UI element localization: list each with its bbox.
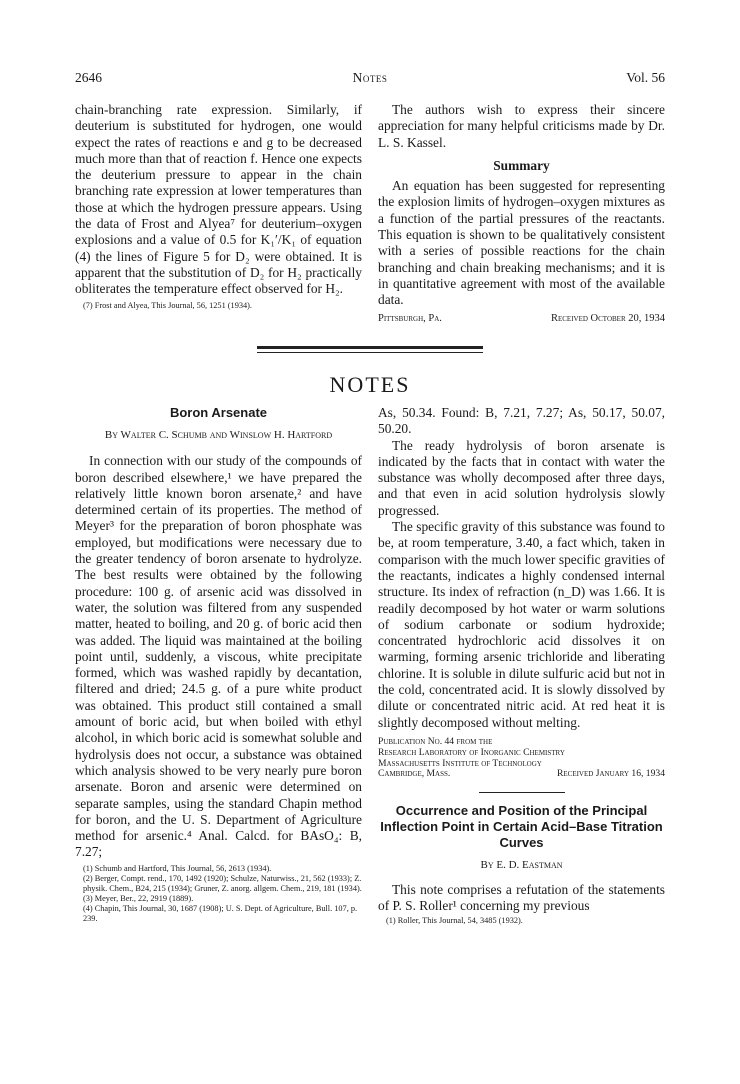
pub-place-row bbox=[378, 769, 665, 780]
summary-heading: Summary bbox=[493, 157, 550, 173]
eastman-byline: By E. D. Eastman bbox=[480, 859, 563, 872]
boron-right-column bbox=[378, 405, 665, 926]
boron-para3: The specific gravity of this substance was found to be, at room temperature, 3.40, a fact which, taken in comparison with the much lower specific gravities of the reactants, indicates a highly condensed internal structure. Its index of refraction (n_D) was 1.66. It is readily decomposed by hot water or warm solutions of sodium carbonate or sodium hydroxide; concentrated hydrochloric acid dissolves it on warming, forming arsenic trichloride and liberating chlorine. It is soluble in dilute sulfuric acid but not in the cold, concentrated acid. It is slowly dissolved by dilute or concentrated nitric acid. At red heat it is slightly decomposed without melting. bbox=[378, 519, 665, 730]
boron-footnote-4: (4) Chapin, This Journal, 30, 1687 (1908); U. S. Dept. of Agriculture, Bull. 107, p. 239. bbox=[83, 903, 358, 923]
eastman-para1: This note comprises a refutation of the statements of P. S. Roller¹ concerning my previous bbox=[378, 881, 665, 913]
pub-line-1: Publication No. 44 from the bbox=[378, 735, 493, 747]
pub-place: Cambridge, Mass. bbox=[378, 768, 451, 780]
article-divider bbox=[479, 792, 565, 793]
received-line bbox=[378, 312, 665, 326]
boron-footnote-1: (1) Schumb and Hartford, This Journal, 56, 2613 (1934). bbox=[83, 863, 272, 873]
section-divider-thick bbox=[257, 346, 483, 349]
boron-footnote-3: (3) Meyer, Ber., 22, 2919 (1889). bbox=[83, 893, 194, 903]
acknowledgment: The authors wish to express their sincere appreciation for many helpful criticisms made by Dr. L. S. Kassel. bbox=[378, 102, 665, 150]
pub-line-2: Research Laboratory of Inorganic Chemistry bbox=[378, 746, 565, 758]
boron-left-column bbox=[75, 405, 362, 924]
received-date: Received October 20, 1934 bbox=[550, 312, 665, 324]
boron-title: Boron Arsenate bbox=[169, 405, 268, 420]
pub-line-3: Massachusetts Institute of Technology bbox=[378, 757, 542, 769]
volume-label: Vol. 56 bbox=[626, 70, 665, 85]
place: Pittsburgh, Pa. bbox=[378, 312, 442, 324]
section-label: Notes bbox=[352, 70, 388, 85]
page-number: 2646 bbox=[75, 70, 102, 85]
footnote-7: (7) Frost and Alyea, This Journal, 56, 1251 (1934). bbox=[83, 300, 252, 310]
boron-para1: In connection with our study of the compounds of boron described elsewhere,¹ we have prepared the relatively little known boron arsenate,² and have determined certain of its properties. The method of Meyer³ for the preparation of boron phosphate was employed, but modifications were necessary due to the greater tendency of boron arsenate to hydrolyze. The best results were obtained by the following procedure: 100 g. of arsenic acid was dissolved in water, the solution was filtered from any suspended matter, heated to boiling, and 20 g. of boric acid then was added. The liquid was maintained at the boiling point until, suddenly, a viscous, white precipitate formed, which was washed rapidly by decantation, filtered and dried; 24.5 g. of a pure white product was obtained. This product still contained a small amount of boric acid, but when boiled with ethyl alcohol, in which boric acid is somewhat soluble and hydrolysis does not occur, a substance was obtained which analysis showed to be very nearly pure boron arsenate. Boron and arsenic were determined on separate samples, using the standard Chapin method for boron, and the U. S. Department of Agriculture method for arsenic.⁴ Anal. Calcd. for BAsO₄: B, 7.27; bbox=[75, 453, 362, 860]
running-header bbox=[75, 70, 665, 86]
section-divider-thin bbox=[257, 352, 483, 353]
boron-para2: The ready hydrolysis of boron arsenate is indicated by the facts that in contact with water the substance was wholly decomposed after three days, and that even in acid solution hydrolysis slowly progressed. bbox=[378, 437, 665, 518]
prev-article-text: chain-branching rate expression. Similarly, if deuterium is substituted for hydrogen, one would expect the rates of reactions e and g to be decreased much more than that of reaction f. Hence one expects the deuterium pressure to appear in the chain branching rate expression at lower temperatures than those at which the hydrogen pressure appears. Using the data of Frost and Alyea⁷ for deuterium–oxygen explosions and a value of 0.5 for K₁′/K₁ of equation (4) the lines of Figure 5 for D₂ were obtained. It is apparent that the substitution of D₂ for H₂ practically obliterates the temperature effect observed for H₂. bbox=[75, 102, 362, 297]
prev-article-left-column bbox=[75, 102, 362, 311]
eastman-title: Occurrence and Position of the Principal Inflection Point in Certain Acid–Base Titration Curves bbox=[380, 803, 663, 851]
prev-article-right-column bbox=[378, 102, 665, 326]
boron-footnote-2: (2) Berger, Compt. rend., 170, 1492 (1920); Schulze, Naturwiss., 21, 562 (1933); Z. physik. Chem., B24, 215 (1934); Gruner, Z. anorg. allgem. Chem., 219, 181 (1934). bbox=[83, 873, 362, 893]
notes-heading: NOTES bbox=[329, 372, 411, 397]
boron-publication-info bbox=[378, 737, 665, 780]
boron-analysis-continued: As, 50.34. Found: B, 7.21, 7.27; As, 50.17, 50.07, 50.20. bbox=[378, 405, 665, 437]
pub-received: Received January 16, 1934 bbox=[556, 768, 665, 780]
eastman-footnote-1: (1) Roller, This Journal, 54, 3485 (1932). bbox=[386, 916, 523, 926]
boron-byline: By Walter C. Schumb and Winslow H. Hartford bbox=[104, 429, 333, 441]
boron-footnotes bbox=[75, 864, 362, 924]
summary-text: An equation has been suggested for representing the explosion limits of hydrogen–oxygen mixtures as a function of the partial pressures of the reactants. This equation is shown to be qualitatively consistent with a series of possible reactions for the chain branching and chain breaking mechanisms; and it is in quantitative agreement with most of the available data. bbox=[378, 178, 665, 308]
